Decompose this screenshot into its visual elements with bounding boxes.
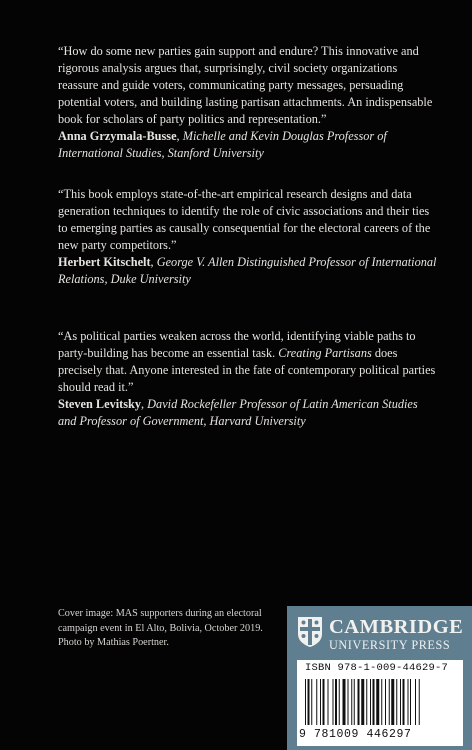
cover-image-credit: Cover image: MAS supporters during an electoral campaign event in El Alto, Bolivia, October 2019. Photo by Mathias Poertner. xyxy=(58,608,263,648)
endorsement-author-title: David Rockefeller Professor of Latin American Studies and Professor of Government, Harvard University xyxy=(58,397,418,428)
publisher-wordmark xyxy=(329,617,463,653)
cambridge-shield-icon xyxy=(297,616,323,648)
barcode-digits: 9 781009 446297 xyxy=(299,728,412,741)
endorsement-author: Steven Levitsky xyxy=(58,397,142,411)
barcode-panel xyxy=(297,660,463,746)
publisher-box xyxy=(287,606,472,750)
endorsement-quote: “How do some new parties gain support and endure? This innovative and rigorous analysis argues that, surprisingly, civil society organizations reassure and guide voters, communicating party messages, persuading potential voters, and building lasting partisan attachments. An indispensable book for scholars of party politics and representation.” xyxy=(58,44,433,126)
quote-text-start: “As political parties weaken across the world, identifying viable paths to party-building has become an essential task. xyxy=(58,329,416,360)
isbn-label: ISBN 978-1-009-44629-7 xyxy=(305,662,449,674)
publisher-logo xyxy=(297,616,467,656)
endorsement-attribution: Herbert Kitschelt, George V. Allen Distinguished Professor of International Relations, Duke University xyxy=(58,255,437,286)
endorsement-1 xyxy=(58,43,438,162)
publisher-name: CAMBRIDGE xyxy=(329,616,464,638)
book-title: Creating Partisans xyxy=(278,346,372,360)
quote-text-end: does precisely that. Anyone interested in the fate of contemporary political parties should read it.” xyxy=(58,346,436,394)
barcode-icon xyxy=(303,679,457,735)
publisher-subname: UNIVERSITY PRESS xyxy=(329,638,451,652)
endorsement-quote xyxy=(58,328,438,396)
endorsement-author-title: Michelle and Kevin Douglas Professor of International Studies, Stanford University xyxy=(58,129,387,160)
endorsement-quote: “This book employs state-of-the-art empirical research designs and data generation techniques to identify the role of civic associations and their ties to emerging parties as causally consequential for the electoral careers of the new party competitors.” xyxy=(58,187,431,252)
endorsement-author: Anna Grzymala-Busse xyxy=(58,129,177,143)
endorsement-author: Herbert Kitschelt xyxy=(58,255,151,269)
endorsement-attribution: Anna Grzymala-Busse, Michelle and Kevin Douglas Professor of International Studies, Stanford University xyxy=(58,129,387,160)
endorsement-3 xyxy=(58,328,438,430)
endorsement-attribution: Steven Levitsky, David Rockefeller Professor of Latin American Studies and Professor of Government, Harvard University xyxy=(58,397,418,428)
endorsement-author-title: George V. Allen Distinguished Professor of International Relations, Duke University xyxy=(58,255,437,286)
endorsement-2 xyxy=(58,186,438,288)
